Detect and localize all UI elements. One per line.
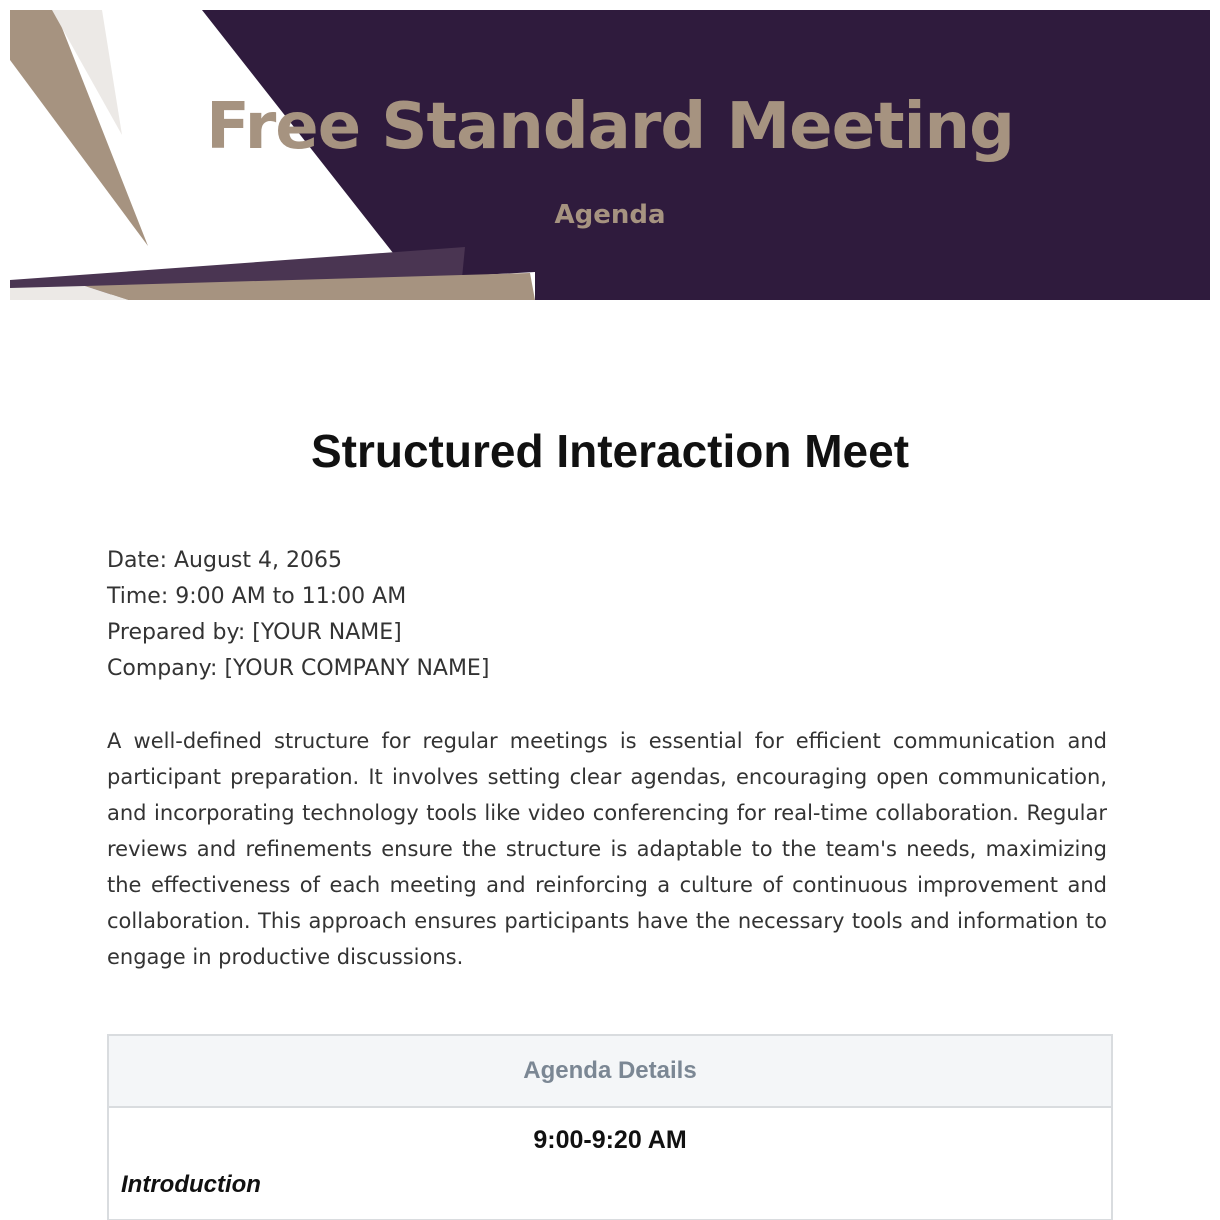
company: Company: [YOUR COMPANY NAME] <box>107 656 490 681</box>
banner-title: Free Standard Meeting <box>206 90 1014 164</box>
meeting-details <box>107 543 489 687</box>
header-banner <box>10 10 1210 300</box>
agenda-header: Agenda Details <box>108 1035 1112 1107</box>
document-title: Structured Interaction Meet <box>310 425 910 477</box>
agenda-table <box>107 1034 1113 1220</box>
agenda-cell <box>108 1107 1112 1220</box>
meeting-date: Date: August 4, 2065 <box>107 548 342 573</box>
meeting-time: Time: 9:00 AM to 11:00 AM <box>107 584 407 609</box>
prepared-by: Prepared by: [YOUR NAME] <box>107 620 402 645</box>
banner-subtitle: Agenda <box>554 200 666 230</box>
agenda-slot-topic: Introduction <box>121 1171 261 1198</box>
intro-paragraph: A well-defined structure for regular meetings is essential for efficient communication and participant preparation. It involves setting clear agendas, encouraging open communication, and incorporating technology tools like video conferencing for real-time collaboration. Regular reviews and refinements ensure the structure is adaptable to the team's needs, maximizing the effectiveness of each meeting and reinforcing a culture of continuous improvement and collaboration. This approach ensures participants have the necessary tools and information to engage in productive discussions. <box>107 729 1107 969</box>
agenda-slot-time: 9:00-9:20 AM <box>533 1126 687 1154</box>
agenda-row <box>108 1107 1112 1220</box>
agenda-header-row <box>108 1035 1112 1107</box>
